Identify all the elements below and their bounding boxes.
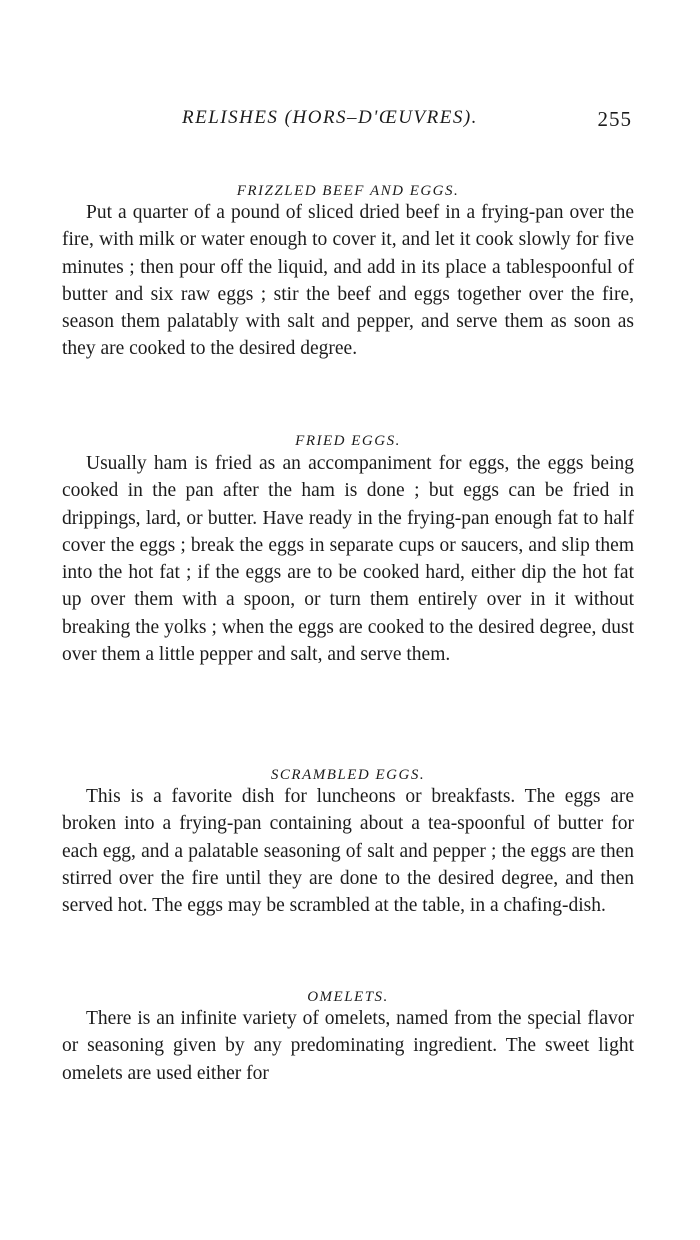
section-heading-frizzled-beef: FRIZZLED BEEF AND EGGS.: [236, 183, 460, 199]
section-body-omelets: There is an infinite variety of omelets, named from the special flavor or seasoning given by any predominating ingredient. The sweet light omelets are used either for: [62, 1008, 634, 1084]
section-heading-omelets: OMELETS.: [307, 989, 389, 1005]
running-head: [62, 107, 634, 137]
section-body-fried-eggs: Usually ham is fried as an accompaniment for eggs, the eggs being cooked in the pan after the ham is done ; but eggs can be fried in drippings, lard, or butter. Have ready in the frying-pan enough fat to half cover the eggs ; break the eggs in separate cups or saucers, and slip them into the hot fat ; if the eggs are to be cooked hard, either dip the hot fat up over them with a spoon, or turn them entirely over in it without breaking the yolks ; when the eggs are cooked to the desired degree, dust over them a little pepper and salt, and serve them.: [62, 453, 634, 666]
section-heading-scrambled-eggs: SCRAMBLED EGGS.: [270, 767, 426, 783]
page-number: 255: [597, 107, 632, 131]
section-body-scrambled-eggs: This is a favorite dish for luncheons or breakfasts. The eggs are broken into a frying-pan containing about a tea-spoonful of butter for each egg, and a palatable seasoning of salt and pepper ; the eggs are then stirred over the fire until they are done to the desired degree, and then served hot. The eggs may be scrambled at the table, in a chafing-dish.: [62, 786, 634, 917]
section-heading-fried-eggs: FRIED EGGS.: [295, 433, 401, 449]
section-body-frizzled-beef: Put a quarter of a pound of sliced dried beef in a frying-pan over the fire, with milk or water enough to cover it, and let it cook slowly for five minutes ; then pour off the liquid, and add in its place a tablespoonful of butter and six raw eggs ; stir the beef and eggs together over the fire, season them palatably with salt and pepper, and serve them as soon as they are cooked to the desired degree.: [62, 202, 634, 360]
running-title: RELISHES (HORS–D'ŒUVRES).: [182, 107, 478, 128]
